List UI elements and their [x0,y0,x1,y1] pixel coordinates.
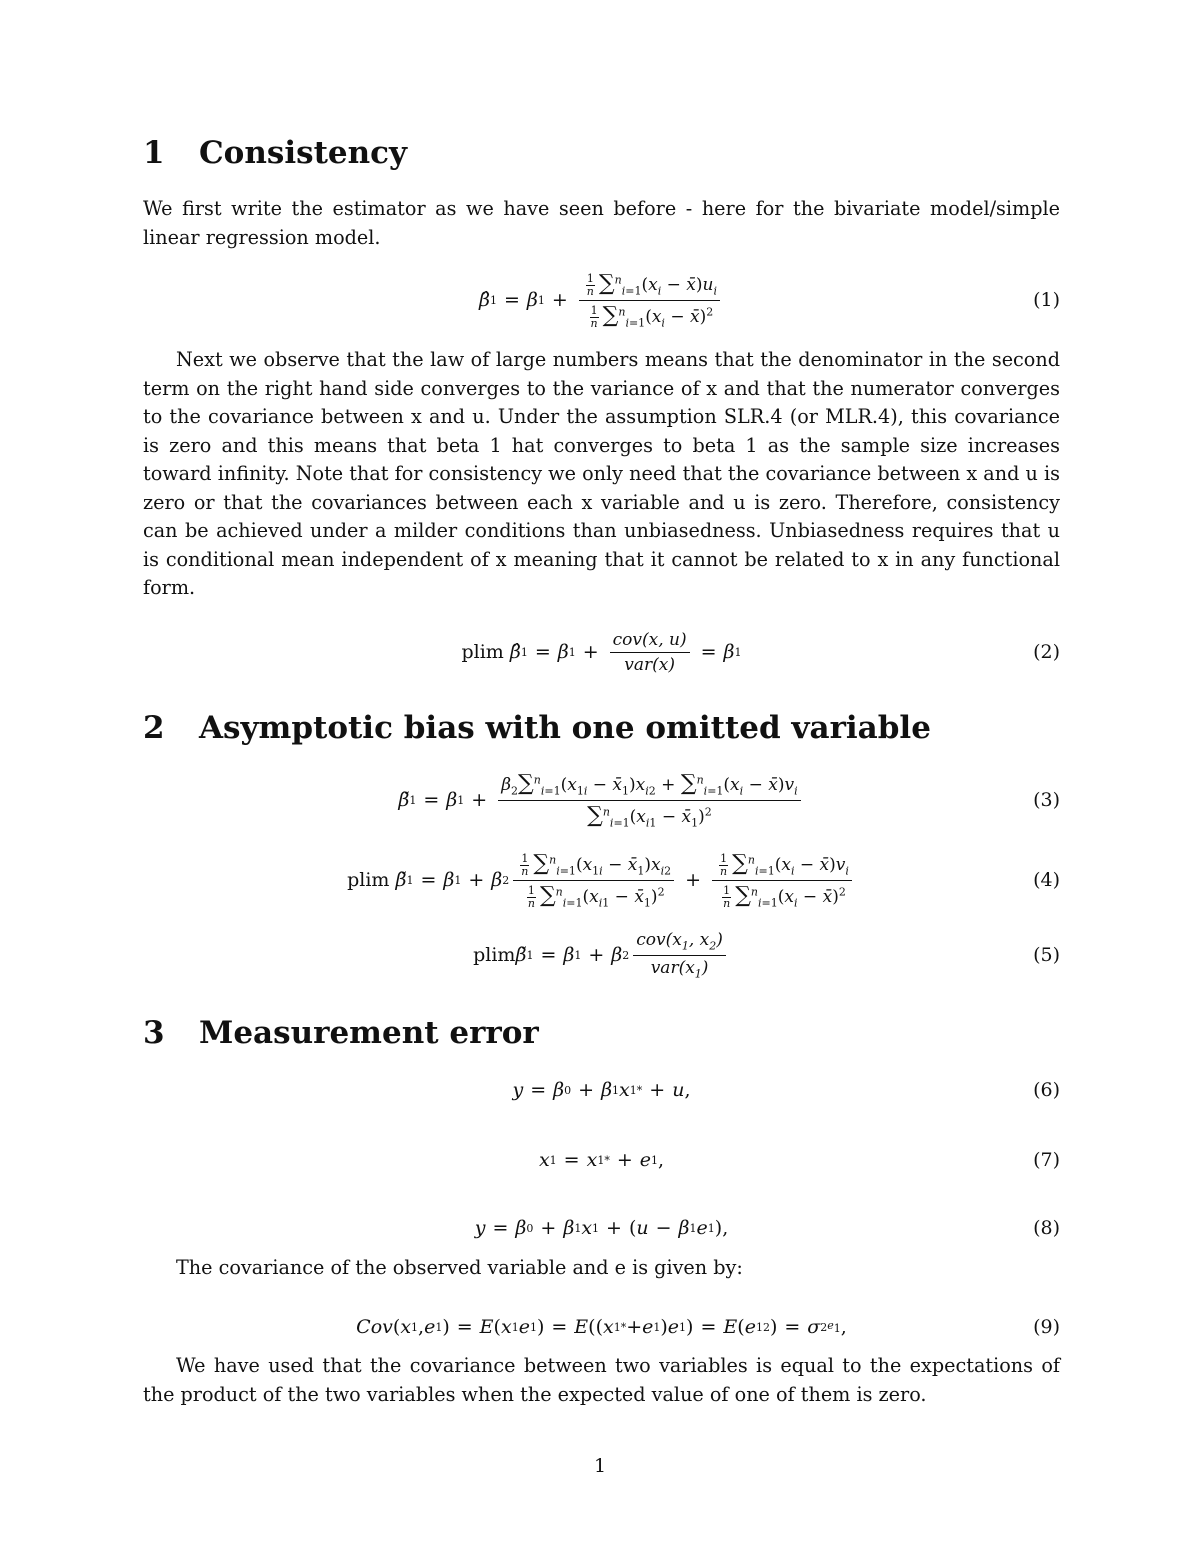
equation-number: (3) [1033,789,1060,811]
equation-6: y = β 0 + β 1 x 1 * + u , (6) [512,1079,1060,1101]
section-title: Asymptotic bias with one omitted variable [199,710,931,746]
paragraph-consistency: Next we observe that the law of large numbers means that the denominator in the second term on the right hand side converges to the variance of x and that the numerator converges to the covariance between x and u. Under the assumption SLR.4 (or MLR.4), this covariance is zero and this means that beta 1 hat converges to beta 1 as the sample size increases toward infinity. Note that for consistency we only need that the covariance between x and u is zero or that the covariances between each x variable and u is zero. Therefore, consistency can be achieved under a milder conditions than unbiasedness. Unbiasedness requires that u is conditional mean independent of x meaning that it cannot be related to x in any functional form. [143,348,1060,599]
section-title: Measurement error [199,1015,539,1051]
section-heading-1 [143,135,407,171]
equation-3: β̃ 1 = β 1 + $\frac{\beta_2\sum^n_{i=1}(x_{1i} - x̄_1)x_{i2} + \sum^n_{i=1}(x_i - x̄)v_i}{\sum^n_{i=1}(x_{i1} - x̄_1)^2}$ (3) [398,771,1060,829]
section-number: 2 [143,710,165,746]
section-heading-2 [143,710,931,746]
equation-4: plim β̃ 1 = β 1 + β 2 $\frac{1}{n}$ $\sum^n_{i=1}(x_{1i}$ − $x̄_1)x_{i2}$ $\frac{1}{n}$ $\sum^n_{i=1}(x_{i1}$ − $x̄_1)^2$ + $\frac{1}{n}$ $\sum^n_{i=1}(x_i$ − $x̄)v_i$ $\frac{1}{n}$ $\sum^n_{i=1}(x_i$ − x̄)$^2$ (4) [347,850,1060,910]
section-title: Consistency [199,135,408,171]
equation-8: y = β 0 + β 1 x 1 + ( u − β 1 e 1 ), (8) [474,1217,1060,1239]
plim-operator: plim [347,869,390,891]
equation-number: (9) [1033,1316,1060,1338]
page-number: 1 [593,1455,607,1477]
covariance-term: cov(x [636,930,682,951]
equation-number: (7) [1033,1149,1060,1171]
section-number: 1 [143,135,165,171]
equation-number: (8) [1033,1217,1060,1239]
plim-operator: plim [461,641,504,663]
paragraph-conclusion: We have used that the covariance between two variables is equal to the expectations of the product of the two variables when the expected value of one of them is zero. [143,1354,1060,1406]
paragraph-covariance-intro: The covariance of the observed variable and e is given by: [176,1256,743,1279]
plim-operator: plim [473,944,516,966]
equation-5: plim β̃ 1 = β 1 + β 2 $\frac{cov(x_1, x_2)}{var(x_1)}$ (5) [473,930,1060,980]
equation-1: β̂ 1 = β 1 + $\frac{1}{n}$ $\sum^n_{i=1}(x_i$ − $x̄)u_i$ $\frac{1}{n}$ $\sum^n_{i=1}(x_i$ − x̄)$^2$ (1) [478,270,1060,330]
variance-term: var(x [650,957,695,978]
section-number: 3 [143,1015,165,1051]
section-heading-3 [143,1015,539,1051]
equation-number: (6) [1033,1079,1060,1101]
equation-number: (2) [1033,641,1060,663]
variance-term: var(x) [624,654,675,675]
covariance-operator: Cov [356,1316,393,1338]
covariance-term: cov(x, u) [610,630,690,653]
equation-7: x 1 = x 1 * + e 1 , (7) [538,1149,1060,1171]
equation-number: (4) [1033,869,1060,891]
paragraph-intro: We first write the estimator as we have seen before - here for the bivariate model/simple linear regression model. [143,197,1060,249]
equation-number: (5) [1033,944,1060,966]
equation-number: (1) [1033,289,1060,311]
equation-9: Cov ( x 1 , e 1 ) = E ( x 1 e 1 ) = E (( x 1 * + e 1 ) e 1 ) = E ( e 1 2 ) = σ 2 $e_1$ , (9) [356,1316,1060,1338]
equation-2: plim β̂ 1 = β 1 + $\frac{\text{cov(x, u)}}{\text{var(x)}}$ = β 1 (2) [461,629,1060,675]
